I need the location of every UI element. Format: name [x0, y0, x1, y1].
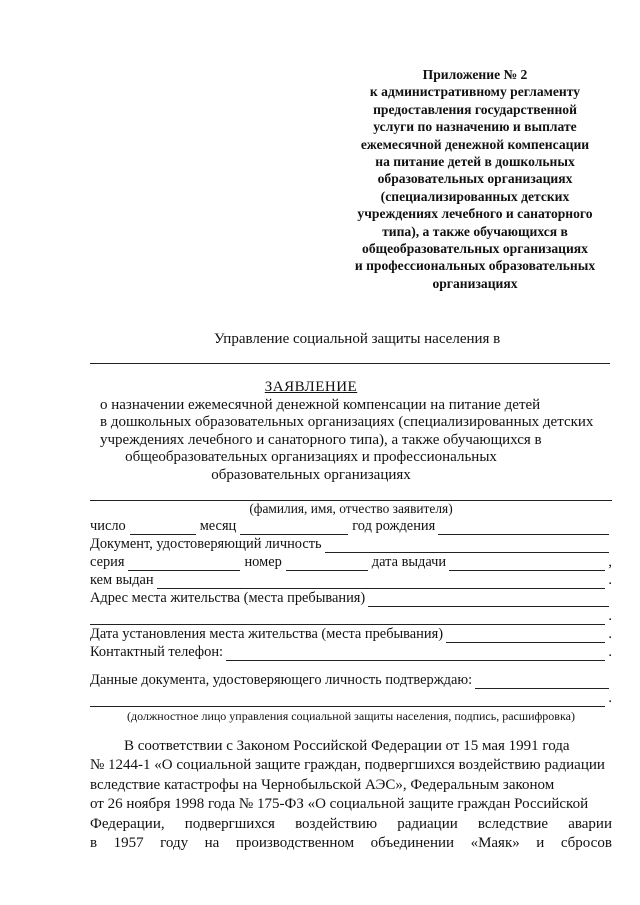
appendix-line: к административному регламенту: [369, 84, 581, 100]
body-line: [90, 795, 612, 814]
body-word: радиации: [397, 815, 458, 832]
management-name-field[interactable]: [90, 350, 610, 364]
day-label: число: [90, 518, 126, 534]
period-mark: .: [608, 690, 612, 706]
appendix-header: [330, 66, 620, 292]
body-word: году: [160, 835, 189, 852]
body-word: «Маяк»: [470, 835, 520, 852]
body-word: сбросов: [560, 835, 612, 852]
appendix-line: организациях: [432, 275, 518, 291]
body-word: и: [536, 835, 545, 852]
confirm-field[interactable]: [475, 675, 609, 689]
appendix-line: образовательных организациях: [377, 171, 573, 187]
period-mark: .: [608, 626, 612, 642]
body-line: [90, 737, 612, 756]
period-mark: .: [608, 572, 612, 588]
document-field[interactable]: [325, 539, 609, 553]
appendix-line: типа), а также обучающихся в: [382, 223, 568, 239]
appendix-line: предоставления государственной: [373, 101, 577, 117]
management-block: [90, 330, 610, 364]
body-word: № 1244-1 «О социальной защите граждан, подвергшихся воздействию радиации: [90, 757, 605, 774]
appendix-line: общеобразовательных организациях: [362, 241, 588, 257]
statement-subtitle-line: о назначении ежемесячной денежной компенсации на питание детей: [100, 396, 541, 413]
issued-by-row: [90, 571, 612, 589]
applicant-form: [90, 488, 612, 723]
body-word: производственном: [235, 835, 355, 852]
address-continuation-field[interactable]: [90, 611, 605, 625]
birth-year-label: год рождения: [352, 518, 436, 534]
body-word: на: [204, 835, 220, 852]
statement-subtitle-line: в дошкольных образовательных организациях (специализированных детских: [100, 414, 594, 431]
confirm-row: [90, 671, 612, 689]
body-word: вследствие: [477, 815, 549, 832]
statement-subtitle-line: общеобразовательных организациях и профессиональных: [125, 449, 497, 466]
phone-label: Контактный телефон:: [90, 644, 224, 660]
phone-row: [90, 643, 612, 661]
address-date-field[interactable]: [446, 629, 605, 643]
body-word: 1957: [113, 835, 144, 852]
birth-date-row: [90, 517, 612, 535]
fio-field[interactable]: [90, 488, 612, 501]
body-word: объединении: [370, 835, 455, 852]
body-word: подвергшихся: [184, 815, 275, 832]
address-row: [90, 589, 612, 607]
statement-heading: [100, 379, 594, 485]
body-word: в: [90, 835, 98, 852]
appendix-line: ежемесячной денежной компенсации: [360, 136, 590, 152]
appendix-line: учреждениях лечебного и санаторного: [357, 206, 593, 222]
body-line: [90, 834, 612, 853]
body-word: Федерации,: [90, 815, 165, 832]
month-label: месяц: [199, 518, 237, 534]
statement-subtitle-line: учреждениях лечебного и санаторного типа), а также обучающихся в: [100, 431, 542, 448]
document-label: Документ, удостоверяющий личность: [90, 536, 322, 552]
appendix-line: и профессиональных образовательных: [354, 258, 596, 274]
issue-date-field[interactable]: [449, 557, 605, 571]
fio-caption: (фамилия, имя, отчество заявителя): [249, 501, 453, 516]
body-word: воздействию: [295, 815, 378, 832]
period-mark: .: [608, 644, 612, 660]
body-word: от 26 ноября 1998 года № 175-ФЗ «О социальной защите граждан Российской: [90, 796, 589, 813]
birth-year-field[interactable]: [438, 521, 609, 535]
body-line: [90, 756, 612, 775]
address-label: Адрес места жительства (места пребывания): [90, 590, 366, 606]
address-date-label: Дата установления места жительства (места пребывания): [90, 626, 443, 642]
appendix-line: услуги по назначению и выплате: [373, 119, 577, 135]
period-mark: .: [608, 608, 612, 624]
month-field[interactable]: [240, 521, 348, 535]
issued-by-label: кем выдан: [90, 572, 154, 588]
body-word: вследствие катастрофы на Чернобыльской АЭС», Федеральным законом: [90, 776, 555, 793]
phone-field[interactable]: [226, 647, 605, 661]
day-field[interactable]: [130, 521, 196, 535]
body-paragraph: [90, 737, 612, 853]
issue-date-label: дата выдачи: [371, 554, 447, 570]
official-signature-row: [90, 689, 612, 707]
body-word: В соответствии с Законом Российской Федерации от 15 мая 1991 года: [124, 738, 570, 754]
official-caption: (должностное лицо управления социальной защиты населения, подпись, расшифровка): [127, 709, 575, 723]
comma-mark: ,: [608, 554, 612, 570]
number-field[interactable]: [286, 557, 368, 571]
address-continuation-row: [90, 607, 612, 625]
series-field[interactable]: [128, 557, 240, 571]
body-line: [90, 776, 612, 795]
document-row: [90, 535, 612, 553]
statement-title: ЗАЯВЛЕНИЕ: [264, 379, 358, 395]
management-text: Управление социальной защиты населения в: [214, 331, 501, 347]
address-date-row: [90, 625, 612, 643]
document-details-row: [90, 553, 612, 571]
appendix-line: на питание детей в дошкольных: [375, 154, 575, 170]
address-field[interactable]: [368, 593, 609, 607]
body-line: [90, 815, 612, 834]
series-label: серия: [90, 554, 125, 570]
number-label: номер: [244, 554, 282, 570]
appendix-line: Приложение № 2: [422, 67, 528, 82]
official-signature-field[interactable]: [90, 693, 605, 707]
issued-by-field[interactable]: [157, 575, 606, 589]
appendix-line: (специализированных детских: [380, 188, 570, 204]
body-word: аварии: [568, 815, 612, 832]
statement-subtitle-line: образовательных организациях: [211, 466, 411, 483]
confirm-label: Данные документа, удостоверяющего личность подтверждаю:: [90, 672, 473, 688]
